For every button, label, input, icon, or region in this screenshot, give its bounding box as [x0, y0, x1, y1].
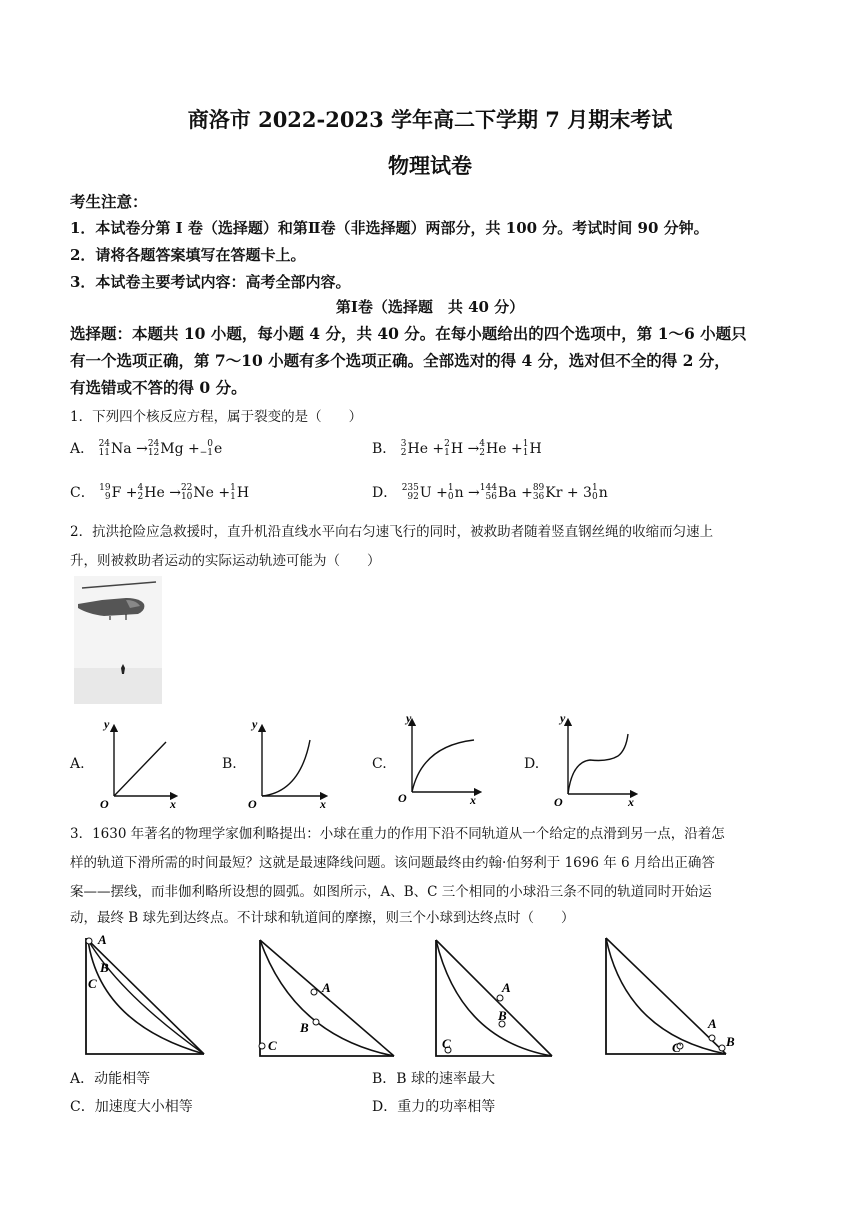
- q2-option-c-label[interactable]: C.: [372, 756, 387, 772]
- q3-fig4-label-b: B: [726, 1034, 735, 1049]
- q3-figure-3: [430, 936, 560, 1060]
- q3-fig4-label-c: C: [672, 1040, 681, 1055]
- q3-fig3-label-a: A: [502, 980, 511, 995]
- q2-graph-b-y-label: y: [252, 717, 258, 731]
- q1-option-a[interactable]: [70, 438, 222, 458]
- notice-item-2: 2．请将各题答案填写在答题卡上。: [70, 246, 306, 264]
- q3-figure-1: [80, 934, 210, 1058]
- q3-stem-line-2: 样的轨道下滑所需的时间最短？这就是最速降线问题。该问题最终由约翰·伯努利于 1696 年 6 月给出正确答: [70, 855, 715, 871]
- q1-option-c-label: C．: [70, 485, 95, 501]
- section-instructions-1: 选择题：本题共 10 小题，每小题 4 分，共 40 分。在每小题给出的四个选项中，第 1～6 小题只: [70, 324, 747, 343]
- q3-fig1-label-a: A: [98, 934, 107, 947]
- q3-fig2-label-c: C: [268, 1038, 277, 1053]
- notice-item-1: 1．本试卷分第 I 卷（选择题）和第Ⅱ卷（非选择题）两部分，共 100 分。考试时间 90 分钟。: [70, 219, 709, 237]
- q2-graph-c-origin: O: [398, 791, 407, 805]
- q2-graph-a-origin: O: [100, 797, 109, 810]
- page-title: 商洛市 2022-2023 学年高二下学期 7 月期末考试: [187, 107, 673, 132]
- q1-option-d-label: D．: [372, 485, 398, 501]
- notice-item-3: 3．本试卷主要考试内容：高考全部内容。: [70, 273, 351, 291]
- section-instructions-2: 有一个选项正确，第 7～10 小题有多个选项正确。全部选对的得 4 分，选对但不全的得 2 分，: [70, 351, 730, 370]
- q2-stem-line-1: 2．抗洪抢险应急救援时，直升机沿直线水平向右匀速飞行的同时，被救助者随着竖直钢丝绳的收缩而匀速上: [70, 524, 714, 540]
- q1-stem: 1．下列四个核反应方程，属于裂变的是（ ）: [70, 409, 363, 425]
- q1-option-b-equation: 3 2He +2 1H →4 2He +1 1H: [400, 439, 542, 458]
- q3-fig2-label-b: B: [300, 1020, 309, 1035]
- q3-fig1-label-c: C: [88, 976, 97, 991]
- q3-figure-2: [254, 936, 404, 1060]
- q2-graph-d-origin: O: [554, 795, 563, 809]
- q2-graph-b: [244, 716, 330, 810]
- q2-graph-a-x-label: x: [170, 797, 176, 810]
- q3-figure-4: [600, 934, 750, 1058]
- q2-graph-b-origin: O: [248, 797, 257, 810]
- q3-option-a[interactable]: A．动能相等: [70, 1071, 151, 1087]
- q1-option-b[interactable]: [372, 438, 542, 458]
- q3-fig1-label-b: B: [100, 960, 109, 975]
- helicopter-photo: [74, 576, 162, 704]
- q3-stem-line-3: 案——摆线，而非伽利略所设想的圆弧。如图所示，A、B、C 三个相同的小球沿三条不同的轨道同时开始运: [70, 884, 712, 900]
- q2-graph-a-y-label: y: [104, 717, 110, 731]
- q2-graph-d-x-label: x: [628, 795, 634, 809]
- q3-stem-line-1: 3．1630 年著名的物理学家伽利略提出：小球在重力的作用下沿不同轨道从一个给定的点滑到另一点，沿着怎: [70, 826, 725, 842]
- page-subtitle: 物理试卷: [388, 153, 472, 178]
- q3-fig3-label-c: C: [442, 1036, 451, 1051]
- q3-stem-line-4: 动，最终 B 球先到达终点。不计球和轨道间的摩擦，则三个小球到达终点时（ ）: [70, 910, 575, 926]
- q3-option-d[interactable]: D．重力的功率相等: [372, 1099, 496, 1115]
- q2-option-a-label[interactable]: A.: [70, 756, 85, 772]
- q3-fig3-label-b: B: [498, 1008, 507, 1023]
- q2-graph-c: [396, 712, 486, 808]
- q2-graph-d-y-label: y: [560, 712, 566, 725]
- q2-graph-c-x-label: x: [470, 793, 476, 807]
- q2-graph-c-y-label: y: [406, 712, 412, 725]
- q1-option-c[interactable]: [70, 482, 249, 502]
- q3-option-b[interactable]: B．B 球的速率最大: [372, 1071, 496, 1087]
- section-instructions-3: 有选错或不答的得 0 分。: [70, 378, 247, 397]
- q2-stem-line-2: 升，则被救助者运动的实际运动轨迹可能为（ ）: [70, 553, 381, 569]
- q1-option-a-equation: 24 11Na →24 12Mg + 0 −1e: [98, 439, 223, 458]
- q1-option-b-label: B．: [372, 441, 397, 457]
- q3-option-c[interactable]: C．加速度大小相等: [70, 1099, 193, 1115]
- q2-graph-b-x-label: x: [320, 797, 326, 810]
- q2-option-d-label[interactable]: D.: [524, 756, 540, 772]
- notice-heading: 考生注意：: [70, 192, 148, 211]
- q2-graph-d: [550, 712, 640, 810]
- q1-option-d-equation: 235 92U +1 0n →144 56Ba +89 36Kr + 31 0n: [401, 483, 608, 502]
- section-heading: 第Ⅰ卷（选择题 共 40 分）: [335, 298, 525, 316]
- q3-fig2-label-a: A: [322, 980, 331, 995]
- q1-option-c-equation: 19 9F +4 2He →22 10Ne +1 1H: [99, 483, 250, 502]
- q1-option-d[interactable]: [372, 482, 608, 502]
- q2-option-b-label[interactable]: B.: [222, 756, 237, 772]
- q1-option-a-label: A．: [70, 441, 95, 457]
- q3-fig4-label-a: A: [708, 1016, 717, 1031]
- q2-graph-a: [96, 716, 182, 810]
